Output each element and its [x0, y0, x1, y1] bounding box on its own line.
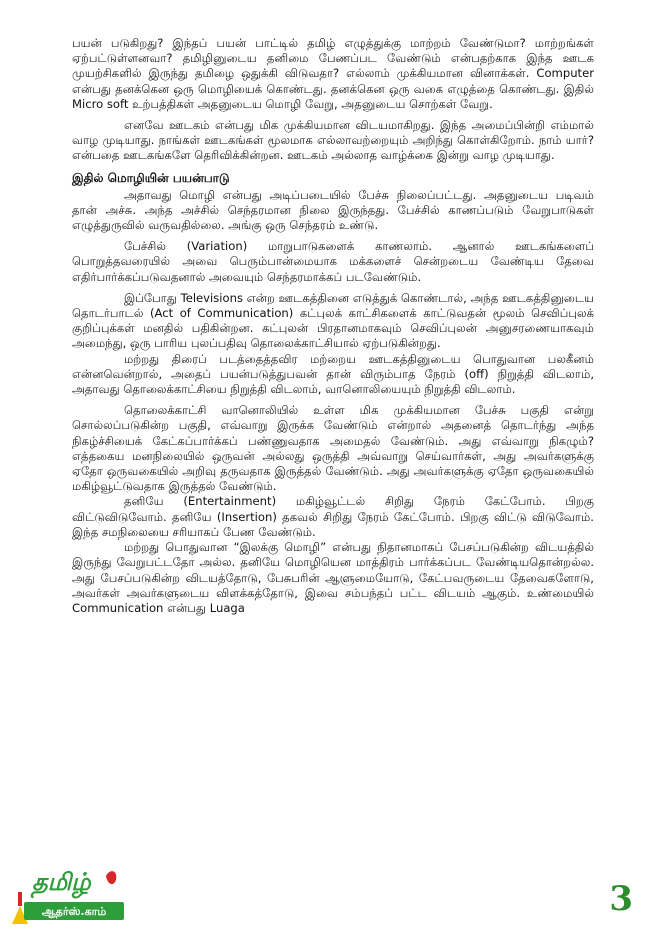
article-page	[72, 36, 594, 616]
paragraph-5: இப்போது Televisions என்ற ஊடகத்தினை எடுத்துக் கொண்டால், அந்த ஊடகத்தினுடைய தொடர்பாடல் (Act of Communication) கட்புலக் காட்சிகளைக் காட்டுவதன் மூலம் செவிப்புலக் குறிப்புக்கள் மனதில் பதிகின்றன. கட்புலன் பிரதானமாகவும் செவிப்புலன் அனுசரணையாகவும் அமைந்து, ஒரு பாரிய புலப்பதிவு தொலைக்காட்சியால் ஏற்படுகின்றது.	[72, 290, 594, 351]
paragraph-2: எனவே ஊடகம் என்பது மிக முக்கியமான விடயமாகிறது. இந்த அமைப்பின்றி எம்மால் வாழ முடியாது. நாங்கள் ஊடகங்கள் மூலமாக எல்லாவற்றையும் அறிந்து கொள்கிறோம். நாம் யார்? என்பதை ஊடகங்களே தெரிவிக்கின்றன. ஊடகம் அல்லாத வாழ்க்கை இன்று வாழ முடியாது.	[72, 118, 594, 163]
paragraph-7: தொலைக்காட்சி வானொலியில் உள்ள மிக முக்கியமான பேச்சு பகுதி என்று சொல்லப்படுகின்ற பகுதி, எவ்வாறு இருக்க வேண்டும் என்றால் அதனைத் தொடர்ந்து அந்த நிகழ்ச்சியைக் கேட்கப்பார்க்கப் பண்ணுவதாக அமைதல் வேண்டும். அது எவ்வாறு நிகழும்? எத்தகைய மனநிலையில் ஒருவன் அல்லது ஒருத்தி அவ்வாறு செய்வார்கள், அது அவர்களுக்கு ஏதோ ஒருவகையில் அறிவு தருவதாக இருத்தல் வேண்டும். அது அவர்களுக்கு ஏதோ ஒருவகையில் மகிழ்வூட்டுவதாக இருத்தல் வேண்டும்.	[72, 403, 594, 494]
paragraph-3: அதாவது மொழி என்பது அடிப்படையில் பேச்சு நிலைப்பட்டது. அதனுடைய படிவம் தான் அச்சு. அந்த அச்சில் செந்தரமான நிலை இருந்தது. பேச்சில் காணப்படும் வேறுபாடுகள் எழுத்துருவில் வருவதில்லை. அங்கு ஒரு செந்தரம் உண்டு.	[72, 187, 594, 233]
section-heading: இதில் மொழியின் பயன்பாடு	[72, 170, 230, 185]
logo-bottom-text: ஆதர்ஸ்.காம்	[41, 905, 107, 918]
logo-top-text: தமிழ்	[32, 868, 91, 896]
flame-icon	[106, 871, 116, 884]
paragraph-8: தனியே (Entertainment) மகிழ்வூட்டல் சிறிது நேரம் கேட்போம். பிறகு விட்டுவிடுவோம். தனியே (Insertion) தகவல் சிறிது நேரம் கேட்போம். பிறகு விட்டு விடுவோம். இந்த சமநிலையை சரியாகப் பேண வேண்டும்.	[72, 494, 594, 539]
paragraph-6: மற்றது திரைப் படத்தைத்தவிர மற்றைய ஊடகத்தினுடைய பொதுவான பலகீனம் என்னவென்றால், அதைப் பயன்படுத்துபவன் தான் விரும்பாத நேரம் (off) நிறுத்தி விடலாம், அதாவது தொலைக்காட்சியை நிறுத்தி விடலாம், வானொலியையும் நிறுத்தி விடலாம்.	[72, 351, 594, 397]
site-logo	[6, 862, 128, 930]
page-number: 3	[609, 879, 633, 919]
logo-graphic	[6, 862, 128, 930]
paragraph-1: பயன் படுகிறது? இந்தப் பயன் பாட்டில் தமிழ் எழுத்துக்கு மாற்றம் வேண்டுமா? மாற்றங்கள் ஏற்பட்டுள்ளனவா? தமிழினுடைய தனிமை பேணப்பட வேண்டும் என்பதற்காக இந்த ஊடக முயற்சிகளில் இருந்து தமிழை ஒதுக்கி விடுவதா? எல்லாம் முக்கியமான வினாக்கள். Computer என்பது தனக்கென ஒரு மொழியைக் கொண்டது. தனக்கென ஒரு வகை எழுத்தை கொண்டது. இதில் Micro soft உற்பத்திகள் அதனுடைய மொழி வேறு, அதனுடைய சொற்கள் வேறு.	[72, 36, 594, 111]
paragraph-4: பேச்சில் (Variation) மாறுபாடுகளைக் காணலாம். ஆனால் ஊடகங்களைப் பொறுத்தவரையில் அவை பெரும்பான்மையாக மக்களைச் சென்றடைய வேண்டிய தேவை எதிர்பார்க்கப்படுவதனால் அவையும் செந்தரமாக்கப் படவேண்டும்.	[72, 239, 594, 284]
paragraph-9: மற்றது பொதுவான “இலக்கு மொழி” என்பது நிதானமாகப் பேசப்படுகின்ற விடயத்தில் இருந்து வேறுபட்டதோ அல்ல. தனியே மொழியென மாத்திரம் பார்க்கப்பட வேண்டியதொன்றல்ல. அது பேசப்படுகின்ற விடயத்தோடு, பேசுபரின் ஆளுமையோடு, கேட்பவருடைய தேவைகளோடு, அவர்கள் அவர்களுடைய விளக்கத்தோடு, இவை சம்பந்தப் பட்ட விடயம் ஆகும். உண்மையில் Communication என்பது Luaga	[72, 540, 594, 615]
